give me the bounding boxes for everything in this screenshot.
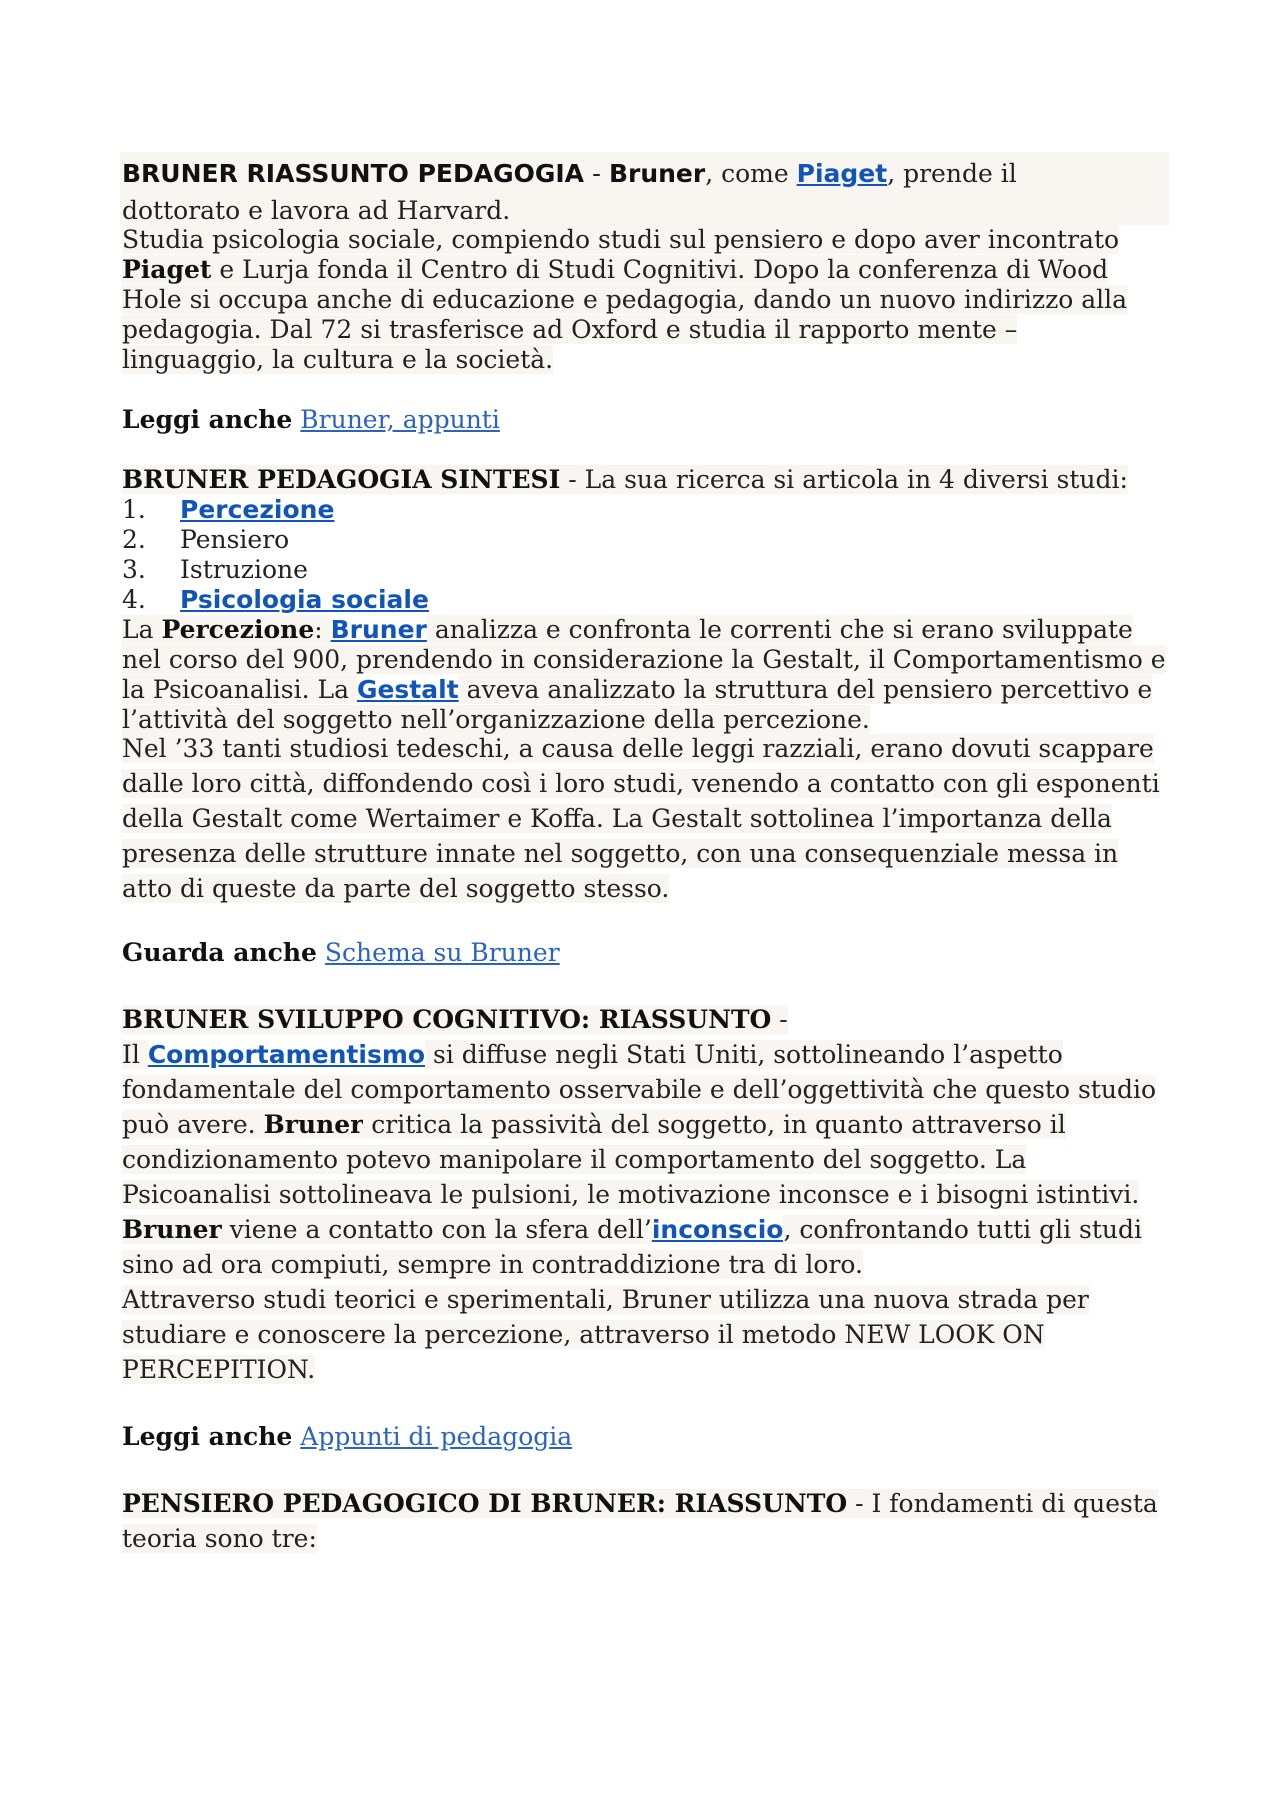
inconscio-paragraph: Bruner viene a contatto con la sfera dell’inconscio, confrontando tutti gli studi sino ad ora compiuti, sempre in contraddizione tra di loro.	[122, 1215, 1143, 1279]
studies-list	[122, 495, 1167, 615]
heading-pensiero: PENSIERO PEDAGOGICO DI BRUNER: RIASSUNTO	[122, 1489, 848, 1518]
bruner-bold: Bruner	[608, 159, 706, 188]
list-item: 3. Istruzione	[122, 555, 308, 584]
gestalt-link[interactable]: Gestalt	[356, 675, 459, 704]
section-intro: BRUNER RIASSUNTO PEDAGOGIA - Bruner, come Piaget, prende il dottorato e lavora ad Harvard.	[120, 152, 1169, 225]
intro-paragraph: Studia psicologia sociale, compiendo studi sul pensiero e dopo aver incontrato Piaget e Lurja fonda il Centro di Studi Cognitivi. Dopo la conferenza di Wood Hole si occupa anche di educazione e pedagogia, dando un nuovo indirizzo alla pedagogia. Dal 72 si trasferisce ad Oxford e studia il rapporto mente – linguaggio, la cultura e la società.	[122, 225, 1128, 374]
read-also-3: Leggi anche Appunti di pedagogia	[122, 1422, 573, 1451]
read-also-2: Guarda anche Schema su Bruner	[122, 938, 560, 967]
new-look-paragraph: Attraverso studi teorici e sperimentali, Bruner utilizza una nuova strada per studiare e conoscere la percezione, attraverso il metodo NEW LOOK ON PERCEPITION.	[122, 1285, 1089, 1384]
document-page	[122, 152, 1167, 1556]
list-item: 2. Pensiero	[122, 525, 290, 554]
comportamentismo-paragraph: Il Comportamentismo si diffuse negli Stati Uniti, sottolineando l’aspetto fondamentale del comportamento osservabile e dell’oggettività che questo studio può avere. Bruner critica la passività del soggetto, in quanto attraverso il condizionamento potevo manipolare il comportamento del soggetto. La Psicoanalisi sottolineava le pulsioni, le motivazione inconsce e i bisogni istintivi.	[122, 1040, 1157, 1209]
percezione-paragraph: La Percezione: Bruner analizza e confronta le correnti che si erano sviluppate nel corso del 900, prendendo in considerazione la Gestalt, il Comportamentismo e la Psicoanalisi. La Gestalt aveva analizzato la struttura del pensiero percettivo e l’attività del soggetto nell’organizzazione della percezione.	[122, 615, 1166, 734]
comportamentismo-link[interactable]: Comportamentismo	[147, 1040, 426, 1069]
piaget-link[interactable]: Piaget	[796, 159, 888, 188]
bruner-link[interactable]: Bruner	[330, 615, 427, 644]
section-pensiero-heading: PENSIERO PEDAGOGICO DI BRUNER: RIASSUNTO - I fondamenti di questa teoria sono tre:	[122, 1489, 1158, 1553]
section-sintesi-heading: BRUNER PEDAGOGIA SINTESI - La sua ricerca si articola in 4 diversi studi:	[122, 465, 1128, 494]
section-sviluppo-heading: BRUNER SVILUPPO COGNITIVO: RIASSUNTO -	[122, 1005, 788, 1034]
inconscio-link[interactable]: inconscio	[651, 1215, 784, 1244]
list-item[interactable]: 4. Psicologia sociale	[122, 585, 429, 614]
heading-riassunto: BRUNER RIASSUNTO PEDAGOGIA	[122, 159, 585, 188]
link-schema-bruner[interactable]: Schema su Bruner	[324, 938, 560, 967]
intro-line-2: dottorato e lavora ad Harvard.	[122, 196, 511, 225]
gestalt-paragraph: Nel ’33 tanti studiosi tedeschi, a causa delle leggi razziali, erano dovuti scappare dalle loro città, diffondendo così i loro studi, venendo a contatto con gli esponenti della Gestalt come Wertaimer e Koffa. La Gestalt sottolinea l’importanza della presenza delle strutture innate nel soggetto, con una consequenziale messa in atto di queste da parte del soggetto stesso.	[122, 734, 1160, 903]
read-also-1: Leggi anche Bruner, appunti	[122, 405, 500, 434]
heading-sintesi: BRUNER PEDAGOGIA SINTESI	[122, 465, 561, 494]
heading-sviluppo: BRUNER SVILUPPO COGNITIVO: RIASSUNTO	[122, 1005, 772, 1034]
link-appunti-pedagogia[interactable]: Appunti di pedagogia	[300, 1422, 573, 1451]
list-item[interactable]: 1. Percezione	[122, 495, 335, 524]
link-bruner-appunti[interactable]: Bruner, appunti	[300, 405, 500, 434]
